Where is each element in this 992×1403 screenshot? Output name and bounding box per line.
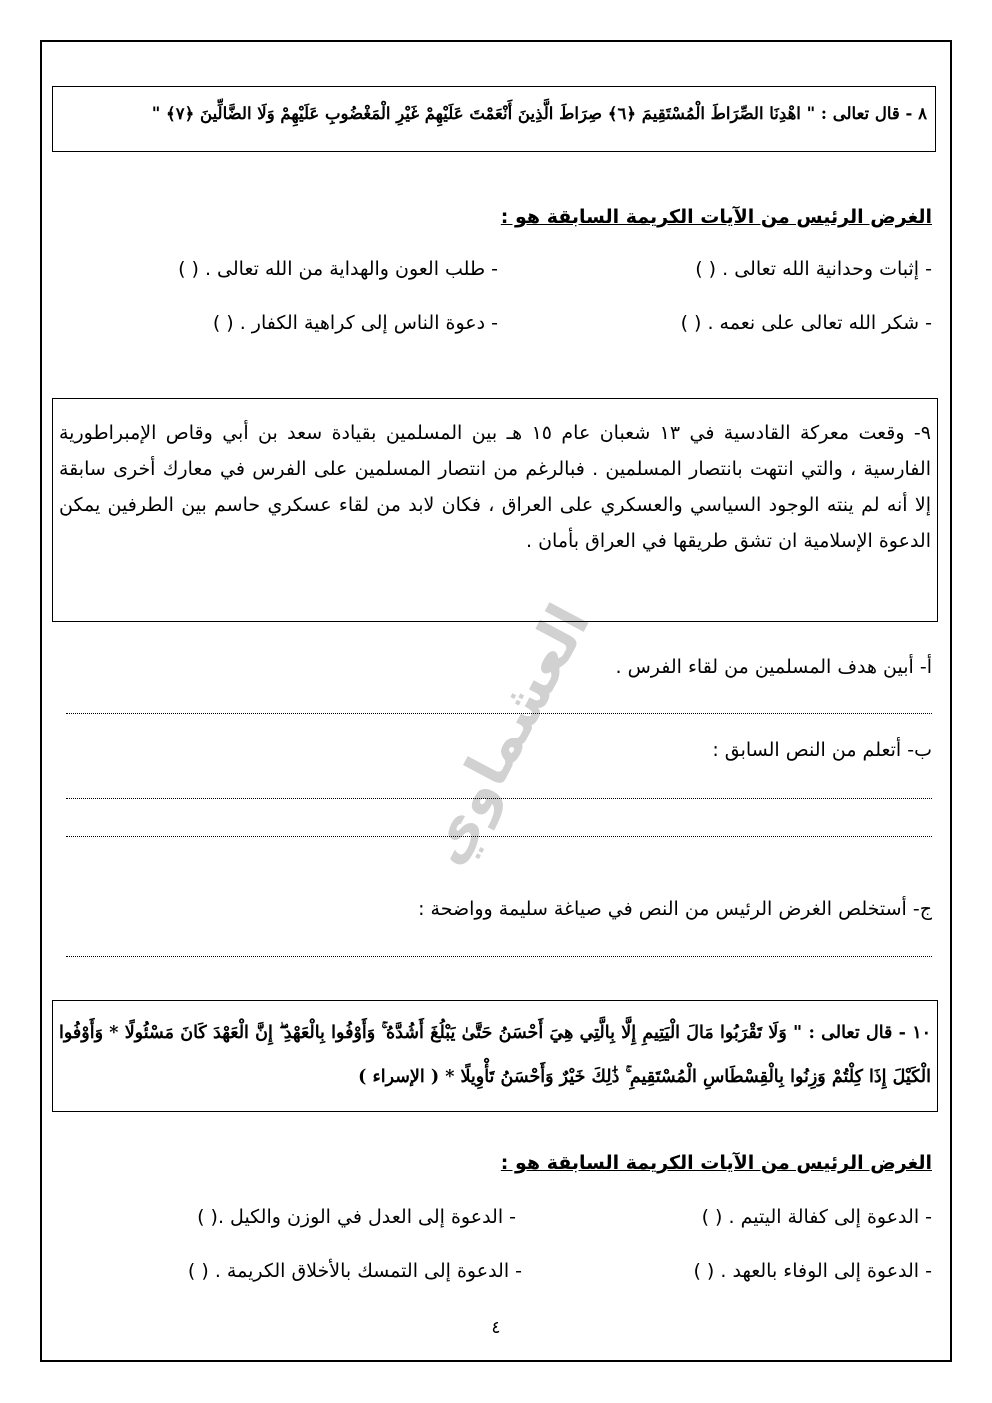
q10-option-4: - الدعوة إلى التمسك بالأخلاق الكريمة . ( ) <box>187 1260 522 1282</box>
q8-verse: ٨ - قال تعالى : " اهْدِنَا الصِّرَاطَ الْمُسْتَقِيمَ ﴿٦﴾ صِرَاطَ الَّذِينَ أَنْعَمْتَ عَلَيْهِمْ غَيْرِ الْمَغْضُوبِ عَلَيْهِمْ وَلَا الضَّالِّينَ ﴿٧﴾ " <box>151 104 927 123</box>
q10-option-1: - الدعوة إلى كفالة اليتيم . ( ) <box>701 1206 932 1228</box>
q10-verse-box <box>52 1000 938 1112</box>
q8-verse-box <box>52 86 936 152</box>
q8-option-1: - إثبات وحدانية الله تعالى . ( ) <box>695 258 932 280</box>
watermark: العشماوي <box>410 593 604 876</box>
q10-option-2: - الدعوة إلى العدل في الوزن والكيل .( ) <box>197 1206 516 1228</box>
q8-option-4: - دعوة الناس إلى كراهية الكفار . ( ) <box>212 312 498 334</box>
q8-heading: الغرض الرئيس من الآيات الكريمة السابقة هو : <box>500 206 932 228</box>
q9-part-b: ب- أتعلم من النص السابق : <box>712 739 932 761</box>
answer-line <box>66 956 932 957</box>
answer-line <box>66 836 932 837</box>
answer-line <box>66 798 932 799</box>
q8-option-2: - طلب العون والهداية من الله تعالى . ( ) <box>178 258 498 280</box>
q9-part-a: أ- أبين هدف المسلمين من لقاء الفرس . <box>615 656 932 678</box>
q9-passage-box <box>52 398 938 622</box>
answer-line <box>66 713 932 714</box>
q9-passage: ٩- وقعت معركة القادسية في ١٣ شعبان عام ١٥ هـ بين المسلمين بقيادة سعد بن أبي وقاص الإمبراطورية الفارسية ، والتي انتهت بانتصار المسلمين . فبالرغم من انتصار المسلمين على الفرس في معارك أخرى سابقة إلا أنه لم ينته الوجود السياسي والعسكري على العراق ، فكان لابد من لقاء عسكري حاسم بين الطرفين يمكن الدعوة الإسلامية ان تشق طريقها في العراق بأمان . <box>59 422 931 552</box>
q10-verse: ١٠ - قال تعالى : " وَلَا تَقْرَبُوا مَالَ الْيَتِيمِ إِلَّا بِالَّتِي هِيَ أَحْسَنُ حَتَّىٰ يَبْلُغَ أَشُدَّهُ ۚ وَأَوْفُوا بِالْعَهْدِ ۖ إِنَّ الْعَهْدَ كَانَ مَسْئُولًا * وَأَوْفُوا الْكَيْلَ إِذَا كِلْتُمْ وَزِنُوا بِالْقِسْطَاسِ الْمُسْتَقِيمِ ۚ ذَٰلِكَ خَيْرٌ وَأَحْسَنُ تَأْوِيلًا * ( الإسراء ) <box>59 1023 931 1087</box>
q9-part-c: ج- أستخلص الغرض الرئيس من النص في صياغة سليمة وواضحة : <box>418 898 932 920</box>
q10-option-3: - الدعوة إلى الوفاء بالعهد . ( ) <box>693 1260 932 1282</box>
page-number: ٤ <box>491 1318 501 1338</box>
q10-heading: الغرض الرئيس من الآيات الكريمة السابقة هو : <box>500 1152 932 1174</box>
q8-option-3: - شكر الله تعالى على نعمه . ( ) <box>680 312 932 334</box>
